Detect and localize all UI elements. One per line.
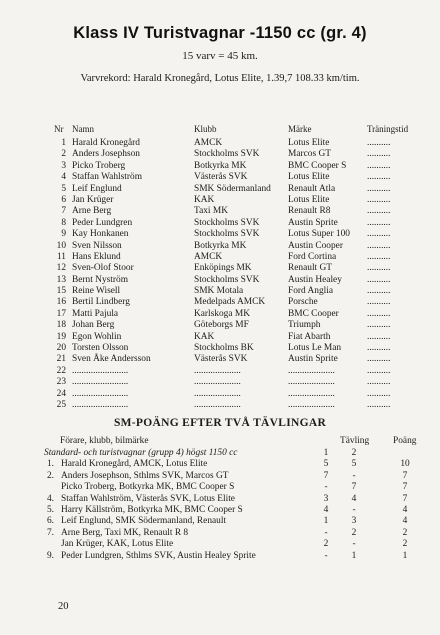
entry-number: 23: [56, 377, 66, 388]
race-1-points: 3: [323, 493, 329, 504]
total-points: 2: [402, 539, 408, 550]
standings-class-row: [44, 448, 424, 459]
table-row: [52, 366, 422, 377]
driver-club-car: Arne Berg, Taxi MK, Renault R 8: [61, 527, 189, 538]
standings-row: [44, 551, 424, 562]
driver-name: Torsten Olsson: [72, 343, 129, 354]
table-row: [52, 149, 422, 160]
club-name: Stockholms SVK: [194, 217, 260, 228]
practice-time: ..........: [367, 331, 391, 342]
driver-name: ........................: [72, 388, 129, 399]
practice-time: ..........: [367, 229, 391, 240]
total-points: 4: [402, 516, 408, 527]
club-name: Enköpings MK: [194, 263, 252, 274]
driver-name: Harald Kronegård: [72, 138, 140, 148]
entry-number: 11: [56, 251, 66, 262]
total-points: 7: [402, 493, 408, 504]
car-make: Austin Sprite: [288, 217, 338, 228]
entry-number: 3: [61, 160, 66, 171]
race-1-points: 7: [323, 470, 329, 481]
driver-name: ........................: [72, 399, 129, 410]
table-row: [52, 195, 422, 206]
race-2-points: -: [352, 504, 356, 515]
car-make: Fiat Abarth: [288, 331, 331, 342]
entry-number: 4: [61, 172, 66, 183]
table-row: [52, 275, 422, 286]
race-2-points: 2: [351, 527, 357, 538]
entry-number: 17: [56, 308, 66, 319]
table-row: [52, 252, 422, 263]
table-row: [52, 377, 422, 388]
table-row: [52, 389, 422, 400]
entry-number: 1: [61, 138, 66, 148]
entry-number: 18: [56, 320, 66, 331]
club-name: Göteborgs MF: [194, 320, 249, 331]
car-make: Ford Cortina: [288, 251, 337, 262]
practice-time: ..........: [367, 274, 391, 285]
car-make: Triumph: [288, 320, 321, 331]
total-points: 7: [402, 482, 408, 493]
entry-rows: [52, 138, 422, 411]
club-name: Stockholms SVK: [194, 229, 260, 240]
driver-name: Staffan Wahlström: [72, 172, 142, 183]
total-points: 7: [402, 470, 408, 481]
table-row: [52, 172, 422, 183]
driver-name: Kay Honkanen: [72, 229, 129, 240]
rank: 5.: [46, 504, 54, 515]
driver-club-car: Harry Källström, Botkyrka MK, BMC Cooper S: [61, 504, 243, 515]
club-name: Botkyrka MK: [194, 160, 247, 171]
driver-club-car: Harald Kronegård, AMCK, Lotus Elite: [61, 459, 208, 470]
club-name: Botkyrka MK: [194, 240, 247, 251]
entry-number: 7: [61, 206, 66, 217]
practice-time: ..........: [367, 263, 391, 274]
total-points: 10: [400, 459, 410, 470]
practice-time: ..........: [367, 343, 391, 354]
car-make: Lotus Elite: [288, 172, 330, 183]
race-2-points: 4: [351, 493, 357, 504]
driver-club-car: Staffan Wahlström, Västerås SVK, Lotus Elite: [61, 493, 235, 504]
club-name: AMCK: [194, 251, 223, 262]
rank: 9.: [46, 550, 54, 561]
entry-number: 8: [61, 217, 66, 228]
driver-name: ........................: [72, 377, 129, 388]
car-make: Austin Cooper: [288, 240, 343, 251]
table-row: [52, 263, 422, 274]
practice-time: ..........: [367, 172, 391, 183]
driver-name: Leif Englund: [72, 183, 122, 194]
table-row: [52, 354, 422, 365]
driver-club-car: Leif Englund, SMK Södermanland, Renault: [61, 516, 227, 527]
race-2-points: 7: [351, 482, 357, 493]
practice-time: ..........: [367, 138, 391, 148]
race-distance: 15 varv = 45 km.: [182, 50, 258, 62]
entry-number: 5: [61, 183, 66, 194]
rank: 7.: [46, 527, 54, 538]
entry-number: 15: [56, 286, 66, 297]
standings-row: [44, 528, 424, 539]
driver-name: Matti Pajula: [72, 308, 119, 319]
driver-name: Jan Krüger: [72, 194, 114, 205]
table-row: [52, 218, 422, 229]
table-row: [52, 400, 422, 411]
practice-time: ..........: [367, 251, 391, 262]
club-name: Medelpads AMCK: [194, 297, 266, 308]
table-row: [52, 241, 422, 252]
club-name: KAK: [194, 331, 215, 342]
practice-time: ..........: [367, 240, 391, 251]
table-row: [52, 184, 422, 195]
club-name: ....................: [194, 388, 241, 399]
driver-name: Sven Nilsson: [72, 240, 122, 251]
entry-number: 12: [56, 263, 66, 274]
driver-name: Sven-Olof Stoor: [72, 263, 134, 274]
race-2-points: -: [352, 539, 356, 550]
club-name: ....................: [194, 365, 241, 376]
standing-rows: [44, 459, 424, 562]
race-1-points: -: [324, 527, 328, 538]
club-name: KAK: [194, 194, 215, 205]
table-row: [52, 297, 422, 308]
driver-name: Reine Wisell: [72, 286, 121, 297]
race-2-points: -: [352, 470, 356, 481]
header-nr: Nr: [54, 124, 64, 134]
table-row: [52, 229, 422, 240]
table-row: [52, 206, 422, 217]
practice-time: ..........: [367, 206, 391, 217]
standings-title: SM-POÄNG EFTER TVÅ TÄVLINGAR: [113, 417, 327, 429]
practice-time: ..........: [367, 320, 391, 331]
car-make: BMC Cooper S: [288, 160, 347, 171]
club-name: Stockholms SVK: [194, 149, 260, 160]
driver-name: Anders Josephson: [72, 149, 140, 160]
standings-header-points: Poäng: [393, 436, 417, 446]
driver-club-car: Anders Josephson, Sthlms SVK, Marcos GT: [61, 470, 229, 481]
car-make: ....................: [288, 377, 335, 388]
header-name: Namn: [72, 124, 94, 134]
table-row: [52, 343, 422, 354]
practice-time: ..........: [367, 388, 391, 399]
standings-row: [44, 482, 424, 493]
practice-time: ..........: [367, 308, 391, 319]
entry-number: 19: [56, 331, 66, 342]
entry-number: 9: [61, 229, 66, 240]
driver-club-car: Peder Lundgren, Sthlms SVK, Austin Healey Sprite: [61, 550, 256, 561]
race-1-points: 4: [323, 504, 329, 515]
driver-name: Hans Eklund: [72, 251, 121, 262]
standings-table: [44, 436, 424, 562]
total-points: 1: [402, 550, 408, 561]
race-1-points: -: [324, 482, 328, 493]
entry-number: 6: [61, 194, 66, 205]
entry-number: 24: [56, 388, 66, 399]
car-make: Renault R8: [288, 206, 331, 217]
driver-name: Egon Wohlin: [72, 331, 122, 342]
club-name: Stockholms SVK: [194, 274, 260, 285]
rank: 1.: [46, 459, 54, 470]
car-make: Renault GT: [288, 263, 333, 274]
header-make: Märke: [288, 124, 312, 134]
car-make: Austin Sprite: [288, 354, 338, 365]
club-name: ....................: [194, 399, 241, 410]
standings-row: [44, 516, 424, 527]
race-2-points: 1: [351, 550, 357, 561]
table-row: [52, 332, 422, 343]
class-title: Klass IV Turistvagnar -1150 cc (gr. 4): [73, 24, 367, 42]
entry-number: 22: [56, 365, 66, 376]
car-make: Lotus Le Man: [288, 343, 342, 354]
rank: 2.: [46, 470, 54, 481]
practice-time: ..........: [367, 217, 391, 228]
driver-name: Johan Berg: [72, 320, 115, 331]
total-points: 4: [402, 504, 408, 515]
entry-number: 13: [56, 274, 66, 285]
race-1-points: 1: [323, 516, 329, 527]
car-make: Lotus Elite: [288, 138, 330, 148]
driver-name: ........................: [72, 365, 129, 376]
club-name: ....................: [194, 377, 241, 388]
table-row: [52, 161, 422, 172]
standings-row: [44, 505, 424, 516]
practice-time: ..........: [367, 194, 391, 205]
car-make: Austin Healey: [288, 274, 342, 285]
car-make: Porsche: [288, 297, 318, 308]
car-make: Marcos GT: [288, 149, 331, 160]
car-make: Renault Atla: [288, 183, 336, 194]
practice-time: ..........: [367, 354, 391, 365]
total-points: 2: [402, 527, 408, 538]
race-1-points: -: [324, 550, 328, 561]
club-name: Västerås SVK: [194, 172, 248, 183]
rank: 6.: [46, 516, 54, 527]
header-club: Klubb: [194, 124, 217, 134]
practice-time: ..........: [367, 365, 391, 376]
entry-number: 20: [56, 343, 66, 354]
club-name: SMK Motala: [194, 286, 244, 297]
table-row: [52, 309, 422, 320]
race-1-points: 2: [323, 539, 329, 550]
car-make: Lotus Elite: [288, 194, 330, 205]
club-name: Karlskoga MK: [194, 308, 250, 319]
lap-record: Varvrekord: Harald Kronegård, Lotus Elite, 1.39,7 108.33 km/tim.: [80, 73, 360, 84]
table-row: [52, 320, 422, 331]
driver-name: Peder Lundgren: [72, 217, 133, 228]
car-make: Lotus Super 100: [288, 229, 350, 240]
driver-name: Bernt Nyström: [72, 274, 128, 285]
practice-time: ..........: [367, 149, 391, 160]
standings-class-label: Standard- och turistvagnar (grupp 4) högst 1150 cc: [44, 448, 238, 458]
standings-row: [44, 459, 424, 470]
race-2-points: 5: [351, 459, 357, 470]
race-1-points: 5: [323, 459, 329, 470]
club-name: AMCK: [194, 138, 223, 148]
practice-time: ..........: [367, 399, 391, 410]
practice-time: ..........: [367, 160, 391, 171]
table-row: [52, 138, 422, 149]
standings-header-competition: Tävling: [340, 436, 370, 446]
entry-list: [52, 124, 422, 411]
club-name: SMK Södermanland: [194, 183, 271, 194]
club-name: Stockholms BK: [194, 343, 254, 354]
practice-time: ..........: [367, 297, 391, 308]
table-row: [52, 286, 422, 297]
rank: 4.: [46, 493, 54, 504]
entry-number: 2: [61, 149, 66, 160]
standings-row: [44, 539, 424, 550]
club-name: Västerås SVK: [194, 354, 248, 365]
header-practice-time: Träningstid: [367, 124, 409, 134]
driver-name: Bertil Lindberg: [72, 297, 130, 308]
practice-time: ..........: [367, 377, 391, 388]
practice-time: ..........: [367, 183, 391, 194]
entry-number: 25: [56, 399, 66, 410]
standings-header-label: Förare, klubb, bilmärke: [60, 436, 149, 446]
race-2-points: 3: [351, 516, 357, 527]
car-make: ....................: [288, 399, 335, 410]
entry-number: 16: [56, 297, 66, 308]
race-number-2: 2: [351, 448, 357, 458]
driver-name: Arne Berg: [72, 206, 112, 217]
entry-list-header: [52, 124, 422, 138]
entry-number: 10: [56, 240, 66, 251]
car-make: BMC Cooper: [288, 308, 339, 319]
car-make: ....................: [288, 365, 335, 376]
entry-number: 21: [56, 354, 66, 365]
car-make: ....................: [288, 388, 335, 399]
club-name: Taxi MK: [194, 206, 228, 217]
driver-club-car: Picko Troberg, Botkyrka MK, BMC Cooper S: [61, 482, 235, 493]
driver-club-car: Jan Krüger, KAK, Lotus Elite: [61, 539, 174, 550]
driver-name: Picko Troberg: [72, 160, 126, 171]
standings-row: [44, 471, 424, 482]
page-number: 20: [58, 601, 69, 612]
practice-time: ..........: [367, 286, 391, 297]
race-number-1: 1: [323, 448, 329, 458]
car-make: Ford Anglia: [288, 286, 334, 297]
standings-header: [44, 436, 424, 448]
driver-name: Sven Åke Andersson: [72, 354, 151, 365]
standings-row: [44, 494, 424, 505]
